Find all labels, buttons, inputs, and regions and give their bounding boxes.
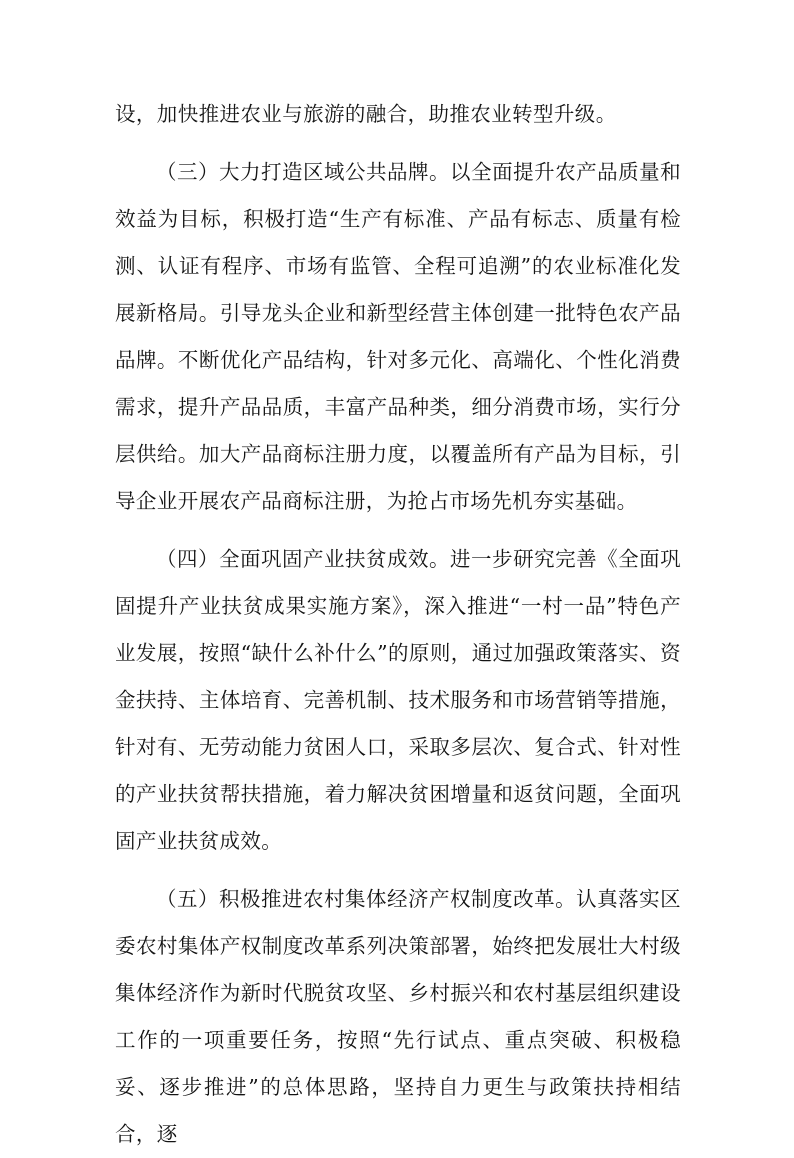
paragraph-regional-brand: （三）大力打造区域公共品牌。以全面提升农产品质量和效益为目标，积极打造“生产有标准、产品有标志、质量有检测、认证有程序、市场有监管、全程可追溯”的农业标准化发展新格局。引导龙头企业和新型经营主体创建一批特色农产品品牌。不断优化产品结构，针对多元化、高端化、个性化消费需求，提升产品品质，丰富产品种类，细分消费市场，实行分层供给。加大产品商标注册力度，以覆盖所有产品为目标，引导企业开展农产品商标注册，为抢占市场先机夯实基础。 <box>115 160 681 513</box>
document-body <box>115 91 681 1158</box>
paragraph-poverty-alleviation: （四）全面巩固产业扶贫成效。进一步研究完善《全面巩固提升产业扶贫成果实施方案》，深入推进“一村一品”特色产业发展，按照“缺什么补什么”的原则，通过加强政策落实、资金扶持、主体培育、完善机制、技术服务和市场营销等措施，针对有、无劳动能力贫困人口，采取多层次、复合式、针对性的产业扶贫帮扶措施，着力解决贫困增量和返贫问题，全面巩固产业扶贫成效。 <box>115 547 681 853</box>
paragraph-collective-economy-reform: （五）积极推进农村集体经济产权制度改革。认真落实区委农村集体产权制度改革系列决策部署，始终把发展壮大村级集体经济作为新时代脱贫攻坚、乡村振兴和农村基层组织建设工作的一项重要任务，按照“先行试点、重点突破、积极稳妥、逐步推进”的总体思路，坚持自力更生与政策扶持相结合，逐 <box>115 887 681 1146</box>
paragraph-continuation: 设，加快推进农业与旅游的融合，助推农业转型升级。 <box>115 102 617 126</box>
